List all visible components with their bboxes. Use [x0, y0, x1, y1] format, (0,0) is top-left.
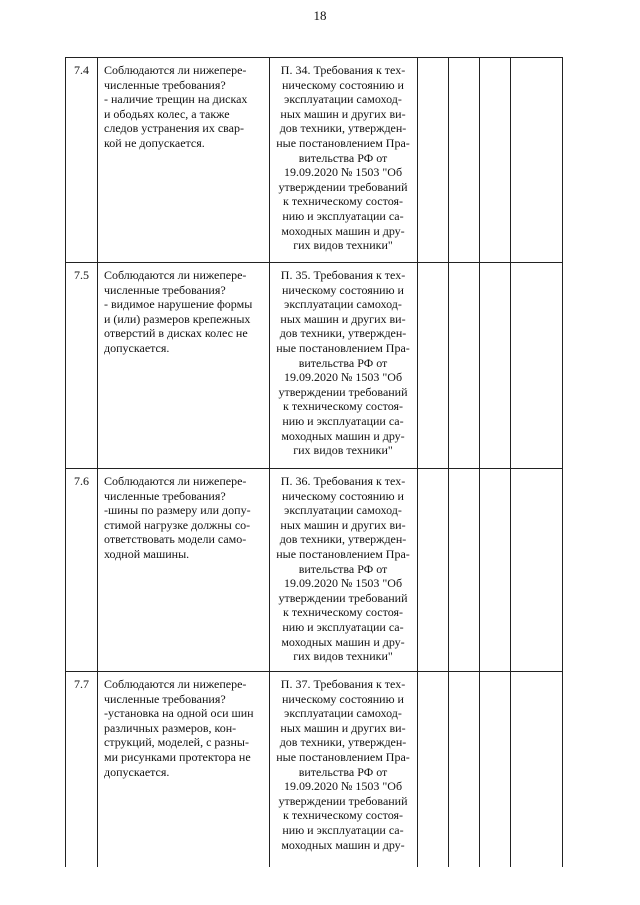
question-line: кой не допускается. — [104, 135, 205, 150]
empty-cell — [480, 58, 511, 263]
question-line: Соблюдаются ли нижепере- — [104, 474, 247, 488]
empty-cell — [449, 263, 480, 469]
item-number: 7.6 — [66, 469, 98, 672]
empty-cell — [480, 672, 511, 868]
question-line: и ободьях колес, а также — [104, 106, 230, 121]
reference-line: нию и эксплуатации са- — [282, 822, 404, 837]
reference-line: гих видов техники" — [293, 238, 393, 253]
reference-line: 19.09.2020 № 1503 "Об — [283, 779, 403, 794]
legal-reference — [270, 672, 418, 868]
question-line: численные требования? — [104, 282, 226, 297]
reference-line: ные постановлением Пра- — [276, 340, 410, 355]
empty-cell — [418, 469, 449, 672]
reference-line: вительства РФ от — [298, 561, 388, 576]
question-line: -шины по размеру или допу- — [104, 503, 251, 518]
item-number: 7.7 — [66, 672, 98, 868]
reference-line: П. 37. Требования к тех- — [280, 677, 406, 691]
reference-line: эксплуатации самоход- — [284, 706, 402, 721]
reference-line: нию и эксплуатации са- — [282, 413, 404, 428]
reference-line: утверждении требований — [278, 384, 408, 399]
reference-line: ническому состоянию и — [282, 282, 404, 297]
reference-line: утверждении требований — [278, 793, 408, 808]
question-line: численные требования? — [104, 77, 226, 92]
requirement-question — [98, 469, 270, 672]
reference-line: эксплуатации самоход- — [284, 92, 402, 107]
reference-line: к техническому состоя- — [283, 194, 403, 209]
question-line: численные требования? — [104, 691, 226, 706]
reference-line: нию и эксплуатации са- — [282, 619, 404, 634]
reference-line: П. 36. Требования к тех- — [280, 474, 406, 488]
reference-line: моходных машин и дру- — [281, 223, 405, 238]
table-row — [66, 672, 563, 868]
reference-line: гих видов техники" — [293, 649, 393, 664]
question-line: струкций, моделей, с разны- — [104, 735, 249, 750]
reference-line: ные постановлением Пра- — [276, 749, 410, 764]
empty-cell — [511, 58, 563, 263]
reference-line: ных машин и других ви- — [280, 720, 406, 735]
reference-line: к техническому состоя- — [283, 808, 403, 823]
reference-line: 19.09.2020 № 1503 "Об — [283, 576, 403, 591]
reference-line: дов техники, утвержден- — [279, 121, 407, 136]
question-line: стимой нагрузке должны со- — [104, 517, 251, 532]
reference-line: эксплуатации самоход- — [284, 503, 402, 518]
empty-cell — [449, 58, 480, 263]
requirement-question — [98, 672, 270, 868]
reference-line: гих видов техники" — [293, 443, 393, 458]
page-number: 18 — [313, 8, 327, 23]
reference-line: П. 35. Требования к тех- — [280, 268, 406, 282]
reference-line: дов техники, утвержден- — [279, 326, 407, 341]
question-line: ми рисунками протектора не — [104, 749, 251, 764]
question-line: ответствовать модели само- — [104, 532, 247, 547]
requirement-question — [98, 58, 270, 263]
empty-cell — [418, 672, 449, 868]
reference-line: эксплуатации самоход- — [284, 297, 402, 312]
reference-line: моходных машин и дру- — [281, 837, 405, 852]
requirement-question — [98, 263, 270, 469]
reference-line: ных машин и других ви- — [280, 106, 406, 121]
legal-reference — [270, 469, 418, 672]
question-line: -установка на одной оси шин — [104, 706, 254, 721]
empty-cell — [418, 58, 449, 263]
reference-line: вительства РФ от — [298, 355, 388, 370]
reference-line: 19.09.2020 № 1503 "Об — [283, 165, 403, 180]
question-line: - видимое нарушение формы — [104, 297, 253, 312]
reference-line: к техническому состоя- — [283, 605, 403, 620]
empty-cell — [480, 263, 511, 469]
question-line: - наличие трещин на дисках — [104, 92, 248, 107]
legal-reference — [270, 58, 418, 263]
empty-cell — [449, 469, 480, 672]
question-line: и (или) размеров крепежных — [104, 311, 251, 326]
reference-line: нию и эксплуатации са- — [282, 208, 404, 223]
reference-line: 19.09.2020 № 1503 "Об — [283, 370, 403, 385]
reference-line: ных машин и других ви- — [280, 517, 406, 532]
empty-cell — [511, 263, 563, 469]
question-line: численные требования? — [104, 488, 226, 503]
reference-line: ническому состоянию и — [282, 77, 404, 92]
reference-line: к техническому состоя- — [283, 399, 403, 414]
question-line: допускается. — [104, 340, 170, 355]
empty-cell — [511, 672, 563, 868]
empty-cell — [449, 672, 480, 868]
reference-line: утверждении требований — [278, 179, 408, 194]
empty-cell — [511, 469, 563, 672]
table-row — [66, 58, 563, 263]
reference-line: П. 34. Требования к тех- — [280, 63, 406, 77]
reference-line: вительства РФ от — [298, 150, 388, 165]
item-number: 7.4 — [66, 58, 98, 263]
reference-line: дов техники, утвержден- — [279, 735, 407, 750]
question-line: отверстий в дисках колес не — [104, 326, 248, 341]
reference-line: ническому состоянию и — [282, 488, 404, 503]
question-line: допускается. — [104, 764, 170, 779]
reference-line: ные постановлением Пра- — [276, 546, 410, 561]
reference-line: вительства РФ от — [298, 764, 388, 779]
reference-line: ных машин и других ви- — [280, 311, 406, 326]
reference-line: утверждении требований — [278, 590, 408, 605]
item-number: 7.5 — [66, 263, 98, 469]
empty-cell — [480, 469, 511, 672]
empty-cell — [418, 263, 449, 469]
question-line: Соблюдаются ли нижепере- — [104, 677, 247, 691]
question-line: Соблюдаются ли нижепере- — [104, 268, 247, 282]
question-line: различных размеров, кон- — [104, 720, 237, 735]
reference-line: моходных машин и дру- — [281, 428, 405, 443]
reference-line: ническому состоянию и — [282, 691, 404, 706]
question-line: Соблюдаются ли нижепере- — [104, 63, 247, 77]
table-row — [66, 263, 563, 469]
legal-reference — [270, 263, 418, 469]
reference-line: моходных машин и дру- — [281, 634, 405, 649]
question-line: ходной машины. — [104, 546, 190, 561]
checklist-table — [65, 57, 563, 867]
reference-line: дов техники, утвержден- — [279, 532, 407, 547]
reference-line: ные постановлением Пра- — [276, 135, 410, 150]
table-row — [66, 469, 563, 672]
question-line: следов устранения их свар- — [104, 121, 244, 136]
